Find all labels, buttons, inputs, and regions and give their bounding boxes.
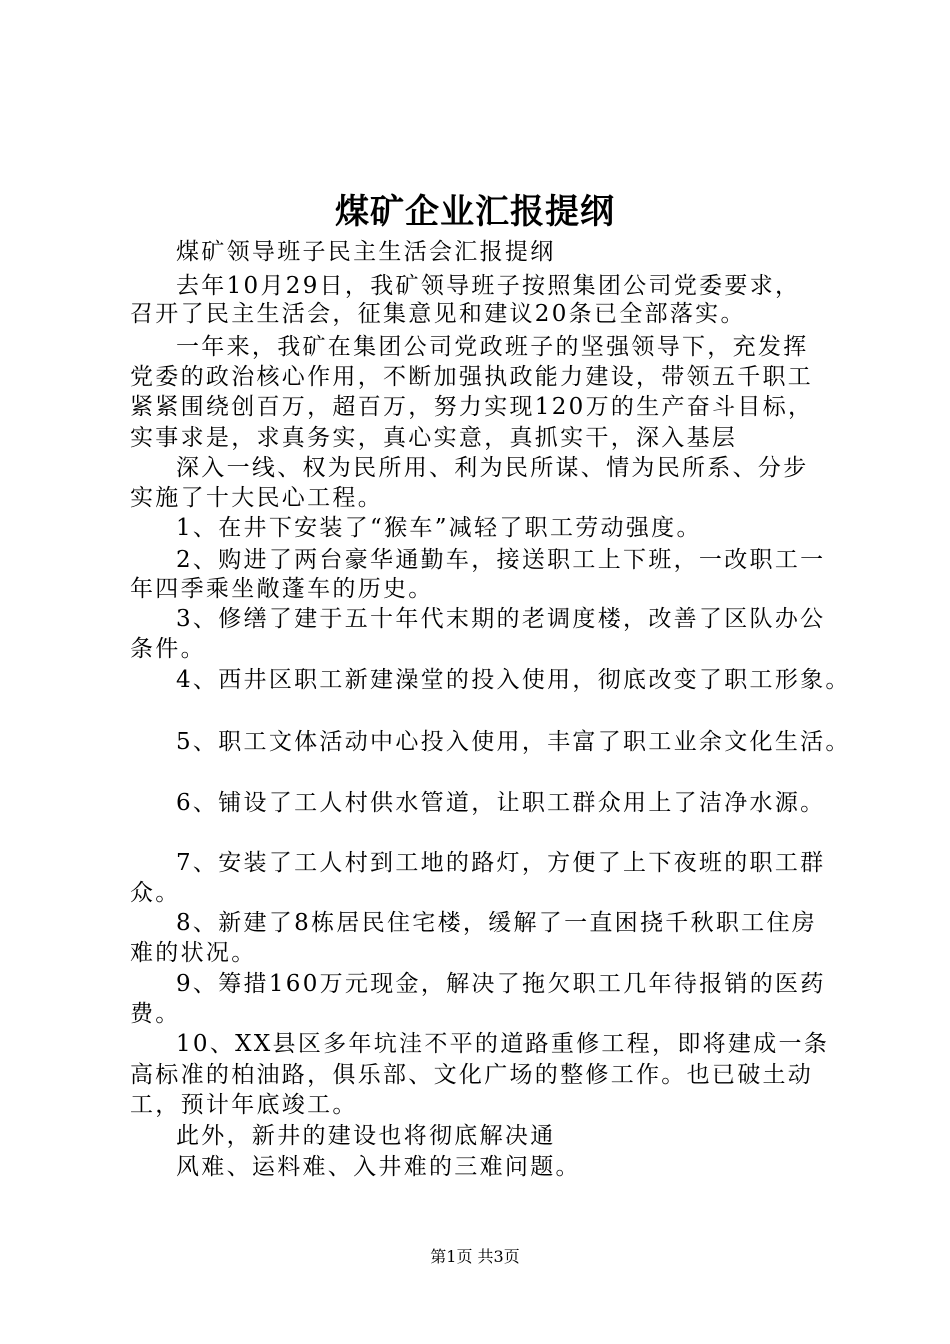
list-item: 众。 <box>130 880 181 906</box>
paragraph-line: 去年10月29日，我矿领导班子按照集团公司党委要求， <box>176 273 801 299</box>
paragraph-line: 一年来，我矿在集团公司党政班子的坚强领导下，充发挥 <box>176 334 809 360</box>
list-item: 难的状况。 <box>130 940 257 966</box>
list-item: 1、在井下安装了“猴车”减轻了职工劳动强度。 <box>176 515 702 541</box>
page-footer: 第1页 共3页 <box>430 1247 520 1266</box>
list-item: 工，预计年底竣工。 <box>130 1092 358 1118</box>
paragraph-line: 实事求是，求真务实，真心实意，真抓实干，深入基层 <box>130 425 738 451</box>
list-item: 8、新建了8栋居民住宅楼，缓解了一直困挠千秋职工住房 <box>176 910 818 936</box>
paragraph-line: 风难、运料难、入井难的三难问题。 <box>176 1154 581 1180</box>
list-item: 2、购进了两台豪华通勤车，接送职工上下班，一改职工一 <box>176 547 826 573</box>
document-title: 煤矿企业汇报提纲 <box>335 192 615 232</box>
list-item: 9、筹措160万元现金，解决了拖欠职工几年待报销的医药 <box>176 971 826 997</box>
paragraph-line: 紧紧围绕创百万，超百万，努力实现120万的生产奋斗目标， <box>130 394 814 420</box>
list-item: 年四季乘坐敞蓬车的历史。 <box>130 576 434 602</box>
list-item: 4、西井区职工新建澡堂的投入使用，彻底改变了职工形象。 <box>176 667 851 693</box>
paragraph-line: 此外，新井的建设也将彻底解决通 <box>176 1123 556 1149</box>
paragraph-line: 深入一线、权为民所用、利为民所谋、情为民所系、分步 <box>176 455 809 481</box>
list-item: 高标准的柏油路，俱乐部、文化广场的整修工作。也已破土动 <box>130 1062 814 1088</box>
list-item: 5、职工文体活动中心投入使用，丰富了职工业余文化生活。 <box>176 729 851 755</box>
list-item: 费。 <box>130 1001 181 1027</box>
paragraph-line: 实施了十大民心工程。 <box>130 485 383 511</box>
list-item: 6、铺设了工人村供水管道，让职工群众用上了洁净水源。 <box>176 790 826 816</box>
subtitle-line: 煤矿领导班子民主生活会汇报提纲 <box>176 239 556 265</box>
list-item: 条件。 <box>130 636 206 662</box>
list-item: 10、XX县区多年坑洼不平的道路重修工程，即将建成一条 <box>176 1031 830 1057</box>
paragraph-line: 党委的政治核心作用，不断加强执政能力建设，带领五千职工 <box>130 364 814 390</box>
list-item: 7、安装了工人村到工地的路灯，方便了上下夜班的职工群 <box>176 850 826 876</box>
paragraph-line: 召开了民主生活会，征集意见和建议20条已全部落实。 <box>130 301 746 327</box>
list-item: 3、修缮了建于五十年代末期的老调度楼，改善了区队办公 <box>176 606 826 632</box>
